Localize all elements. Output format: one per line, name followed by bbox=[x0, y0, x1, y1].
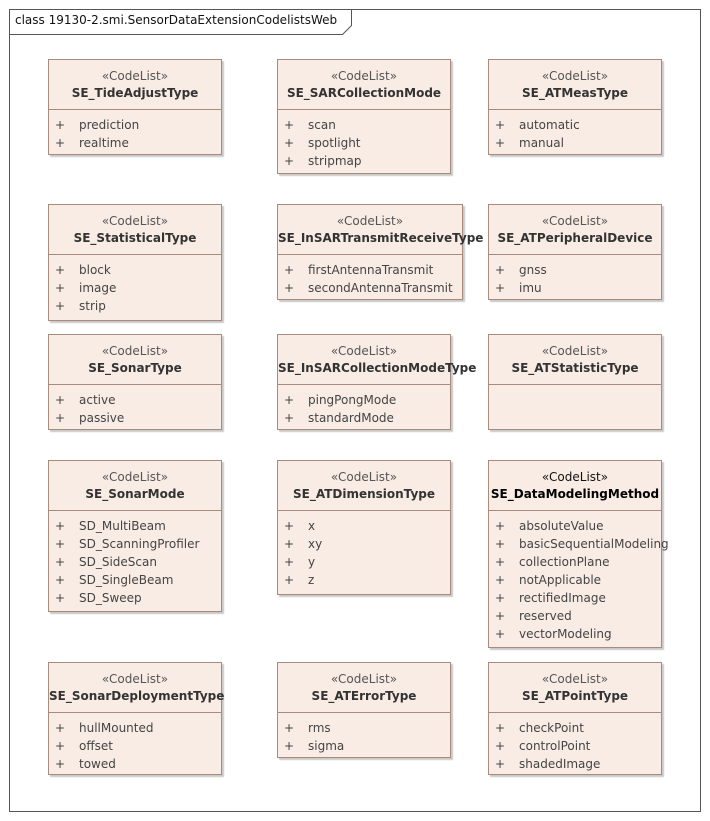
stereotype-label: «CodeList» bbox=[541, 69, 609, 83]
visibility-marker: + bbox=[284, 393, 295, 407]
attribute-row[interactable] bbox=[278, 535, 450, 553]
attribute-name: strip bbox=[79, 299, 106, 313]
attribute-row[interactable] bbox=[49, 589, 221, 607]
visibility-marker: + bbox=[55, 281, 66, 295]
class-header bbox=[278, 663, 450, 713]
attribute-name: y bbox=[308, 555, 316, 569]
attribute-name: pingPongMode bbox=[308, 393, 397, 407]
class-name: SE_SonarDeploymentType bbox=[49, 689, 225, 703]
visibility-marker: + bbox=[55, 519, 66, 533]
class-se-atdimensiontype[interactable] bbox=[277, 460, 451, 595]
visibility-marker: + bbox=[284, 739, 295, 753]
attribute-row[interactable] bbox=[489, 535, 669, 553]
attribute-row[interactable] bbox=[278, 571, 450, 589]
visibility-marker: + bbox=[55, 118, 66, 132]
class-name: SE_SARCollectionMode bbox=[286, 86, 442, 100]
visibility-marker: + bbox=[495, 263, 506, 277]
class-header bbox=[489, 663, 661, 713]
stereotype-label: «CodeList» bbox=[101, 470, 169, 484]
class-header bbox=[278, 205, 484, 255]
class-se-atstatistictype[interactable] bbox=[488, 334, 662, 430]
attribute-name: basicSequentialModeling bbox=[519, 537, 669, 551]
attribute-compartment bbox=[489, 255, 661, 301]
visibility-marker: + bbox=[495, 537, 506, 551]
visibility-marker: + bbox=[55, 263, 66, 277]
visibility-marker: + bbox=[495, 721, 506, 735]
class-header bbox=[49, 663, 225, 713]
class-name: SE_InSARCollectionModeType bbox=[278, 361, 477, 375]
attribute-name: vectorModeling bbox=[519, 627, 612, 641]
attribute-row[interactable] bbox=[489, 755, 661, 773]
attribute-compartment bbox=[278, 110, 450, 174]
attribute-row[interactable] bbox=[49, 134, 221, 152]
attribute-compartment bbox=[278, 385, 450, 431]
attribute-name: spotlight bbox=[308, 136, 361, 150]
visibility-marker: + bbox=[55, 393, 66, 407]
attribute-name: SD_MultiBeam bbox=[79, 519, 166, 533]
attribute-name: notApplicable bbox=[519, 573, 602, 587]
visibility-marker: + bbox=[284, 573, 295, 587]
class-name: SE_TideAdjustType bbox=[71, 86, 199, 100]
visibility-marker: + bbox=[55, 757, 66, 771]
attribute-name: controlPoint bbox=[519, 739, 591, 753]
visibility-marker: + bbox=[284, 721, 295, 735]
class-header bbox=[49, 335, 221, 385]
class-name: SE_ATErrorType bbox=[311, 689, 417, 703]
visibility-marker: + bbox=[495, 739, 506, 753]
attribute-name: checkPoint bbox=[519, 721, 584, 735]
visibility-marker: + bbox=[495, 118, 506, 132]
attribute-compartment bbox=[49, 713, 221, 777]
class-se-datamodelingmethod[interactable] bbox=[488, 460, 669, 648]
visibility-marker: + bbox=[495, 281, 506, 295]
visibility-marker: + bbox=[55, 721, 66, 735]
class-name: SE_ATMeasType bbox=[521, 86, 628, 100]
class-header bbox=[489, 335, 661, 385]
attribute-compartment bbox=[278, 713, 450, 759]
attribute-name: shadedImage bbox=[519, 757, 601, 771]
diagram-title: class 19130-2.smi.SensorDataExtensionCodelistsWeb bbox=[15, 13, 338, 27]
attribute-row[interactable] bbox=[49, 517, 221, 535]
attribute-name: passive bbox=[79, 411, 125, 425]
attribute-compartment bbox=[49, 385, 221, 431]
stereotype-label: «CodeList» bbox=[541, 214, 609, 228]
visibility-marker: + bbox=[55, 739, 66, 753]
visibility-marker: + bbox=[284, 519, 295, 533]
visibility-marker: + bbox=[284, 411, 295, 425]
attribute-row[interactable] bbox=[278, 553, 450, 571]
attribute-name: stripmap bbox=[308, 154, 362, 168]
class-name: SE_SonarMode bbox=[85, 487, 185, 501]
attribute-name: prediction bbox=[79, 118, 140, 132]
visibility-marker: + bbox=[495, 555, 506, 569]
attribute-row[interactable] bbox=[278, 261, 462, 279]
visibility-marker: + bbox=[55, 591, 66, 605]
stereotype-label: «CodeList» bbox=[330, 672, 398, 686]
attribute-name: offset bbox=[79, 739, 113, 753]
stereotype-label: «CodeList» bbox=[101, 214, 169, 228]
attribute-row[interactable] bbox=[278, 737, 450, 755]
class-name: SE_InSARTransmitReceiveType bbox=[278, 231, 484, 245]
attribute-compartment bbox=[489, 110, 661, 156]
class-se-insarcollectionmodetype[interactable] bbox=[277, 334, 477, 430]
attribute-row[interactable] bbox=[489, 134, 661, 152]
attribute-name: manual bbox=[519, 136, 564, 150]
attribute-name: firstAntennaTransmit bbox=[308, 263, 434, 277]
attribute-row[interactable] bbox=[278, 517, 450, 535]
attribute-name: SD_Sweep bbox=[79, 591, 142, 605]
class-name: SE_SonarType bbox=[88, 361, 182, 375]
attribute-name: block bbox=[79, 263, 111, 277]
attribute-compartment bbox=[49, 110, 221, 156]
visibility-marker: + bbox=[284, 537, 295, 551]
class-header bbox=[278, 335, 477, 385]
attribute-name: image bbox=[79, 281, 117, 295]
attribute-row[interactable] bbox=[489, 625, 661, 643]
attribute-name: automatic bbox=[519, 118, 580, 132]
class-header bbox=[49, 461, 221, 511]
attribute-row[interactable] bbox=[49, 719, 221, 737]
class-se-tideadjusttype[interactable] bbox=[48, 59, 222, 155]
attribute-row[interactable] bbox=[278, 391, 450, 409]
attribute-row[interactable] bbox=[489, 571, 661, 589]
class-header bbox=[49, 60, 221, 110]
attribute-compartment bbox=[278, 255, 462, 301]
attribute-name: hullMounted bbox=[79, 721, 154, 735]
class-name: SE_StatisticalType bbox=[73, 231, 197, 245]
visibility-marker: + bbox=[55, 555, 66, 569]
stereotype-label: «CodeList» bbox=[336, 214, 404, 228]
stereotype-label: «CodeList» bbox=[541, 672, 609, 686]
class-name: SE_ATStatisticType bbox=[511, 361, 639, 375]
attribute-name: towed bbox=[79, 757, 116, 771]
attribute-name: imu bbox=[519, 281, 542, 295]
attribute-row[interactable] bbox=[489, 553, 661, 571]
attribute-row[interactable] bbox=[49, 279, 221, 297]
attribute-compartment bbox=[278, 511, 450, 593]
attribute-row[interactable] bbox=[489, 589, 661, 607]
attribute-row[interactable] bbox=[278, 719, 450, 737]
attribute-name: sigma bbox=[308, 739, 345, 753]
class-header bbox=[49, 205, 221, 255]
attribute-row[interactable] bbox=[49, 571, 221, 589]
class-name: SE_ATPeripheralDevice bbox=[497, 231, 653, 245]
visibility-marker: + bbox=[495, 591, 506, 605]
visibility-marker: + bbox=[495, 627, 506, 641]
stereotype-label: «CodeList» bbox=[330, 470, 398, 484]
visibility-marker: + bbox=[55, 573, 66, 587]
class-se-sarcollectionmode[interactable] bbox=[277, 59, 451, 174]
visibility-marker: + bbox=[284, 263, 295, 277]
attribute-row[interactable] bbox=[278, 152, 450, 170]
stereotype-label: «CodeList» bbox=[101, 69, 169, 83]
stereotype-label: «CodeList» bbox=[541, 344, 609, 358]
class-se-sonardeploymenttype[interactable] bbox=[48, 662, 225, 775]
attribute-row[interactable] bbox=[49, 553, 221, 571]
attribute-row[interactable] bbox=[489, 279, 661, 297]
attribute-name: SD_SingleBeam bbox=[79, 573, 174, 587]
attribute-name: reserved bbox=[519, 609, 572, 623]
class-name: SE_ATPointType bbox=[521, 689, 629, 703]
attribute-name: realtime bbox=[79, 136, 129, 150]
visibility-marker: + bbox=[284, 281, 295, 295]
visibility-marker: + bbox=[55, 537, 66, 551]
attribute-name: SD_ScanningProfiler bbox=[79, 537, 200, 551]
visibility-marker: + bbox=[284, 154, 295, 168]
attribute-row[interactable] bbox=[49, 261, 221, 279]
attribute-row[interactable] bbox=[489, 737, 661, 755]
attribute-compartment bbox=[489, 385, 661, 395]
attribute-compartment bbox=[49, 511, 221, 611]
attribute-compartment bbox=[489, 713, 661, 777]
class-se-atmeastype[interactable] bbox=[488, 59, 662, 155]
attribute-row[interactable] bbox=[278, 279, 462, 297]
attribute-row[interactable] bbox=[489, 719, 661, 737]
attribute-name: collectionPlane bbox=[519, 555, 610, 569]
attribute-name: secondAntennaTransmit bbox=[308, 281, 453, 295]
visibility-marker: + bbox=[284, 555, 295, 569]
visibility-marker: + bbox=[55, 136, 66, 150]
attribute-row[interactable] bbox=[49, 535, 221, 553]
class-name: SE_ATDimensionType bbox=[293, 487, 435, 501]
attribute-name: scan bbox=[308, 118, 336, 132]
class-se-atperipheraldevice[interactable] bbox=[488, 204, 662, 300]
attribute-compartment bbox=[49, 255, 221, 319]
class-header bbox=[278, 60, 450, 110]
attribute-row[interactable] bbox=[49, 755, 221, 773]
attribute-row[interactable] bbox=[489, 116, 661, 134]
visibility-marker: + bbox=[495, 573, 506, 587]
class-header bbox=[489, 205, 661, 255]
class-se-insartransmitreceivetype[interactable] bbox=[277, 204, 484, 300]
attribute-compartment bbox=[489, 511, 669, 647]
attribute-name: x bbox=[308, 519, 316, 533]
visibility-marker: + bbox=[495, 136, 506, 150]
attribute-name: standardMode bbox=[308, 411, 394, 425]
class-se-statisticaltype[interactable] bbox=[48, 204, 222, 321]
visibility-marker: + bbox=[284, 136, 295, 150]
attribute-row[interactable] bbox=[49, 297, 221, 315]
attribute-row[interactable] bbox=[49, 116, 221, 134]
attribute-row[interactable] bbox=[49, 409, 221, 427]
class-header bbox=[489, 461, 661, 511]
visibility-marker: + bbox=[55, 411, 66, 425]
attribute-row[interactable] bbox=[489, 517, 661, 535]
stereotype-label: «CodeList» bbox=[330, 344, 398, 358]
class-se-atpointtype[interactable] bbox=[488, 662, 662, 775]
stereotype-label: «CodeList» bbox=[541, 470, 609, 484]
attribute-row[interactable] bbox=[278, 134, 450, 152]
attribute-row[interactable] bbox=[489, 607, 661, 625]
class-header bbox=[278, 461, 450, 511]
stereotype-label: «CodeList» bbox=[101, 344, 169, 358]
attribute-row[interactable] bbox=[278, 409, 450, 427]
visibility-marker: + bbox=[495, 757, 506, 771]
attribute-name: rectifiedImage bbox=[519, 591, 606, 605]
attribute-row[interactable] bbox=[278, 116, 450, 134]
stereotype-label: «CodeList» bbox=[330, 69, 398, 83]
class-se-sonartype[interactable] bbox=[48, 334, 222, 430]
attribute-row[interactable] bbox=[49, 391, 221, 409]
class-se-sonarmode[interactable] bbox=[48, 460, 222, 612]
attribute-name: SD_SideScan bbox=[79, 555, 157, 569]
attribute-row[interactable] bbox=[49, 737, 221, 755]
visibility-marker: + bbox=[495, 519, 506, 533]
attribute-name: rms bbox=[308, 721, 331, 735]
attribute-row[interactable] bbox=[489, 261, 661, 279]
attribute-name: z bbox=[308, 573, 315, 587]
class-se-aterrortype[interactable] bbox=[277, 662, 451, 758]
visibility-marker: + bbox=[495, 609, 506, 623]
attribute-name: xy bbox=[308, 537, 323, 551]
visibility-marker: + bbox=[55, 299, 66, 313]
class-name: SE_DataModelingMethod bbox=[490, 487, 660, 501]
class-header bbox=[489, 60, 661, 110]
visibility-marker: + bbox=[284, 118, 295, 132]
attribute-name: gnss bbox=[519, 263, 547, 277]
attribute-name: active bbox=[79, 393, 116, 407]
attribute-name: absoluteValue bbox=[519, 519, 604, 533]
stereotype-label: «CodeList» bbox=[101, 672, 169, 686]
